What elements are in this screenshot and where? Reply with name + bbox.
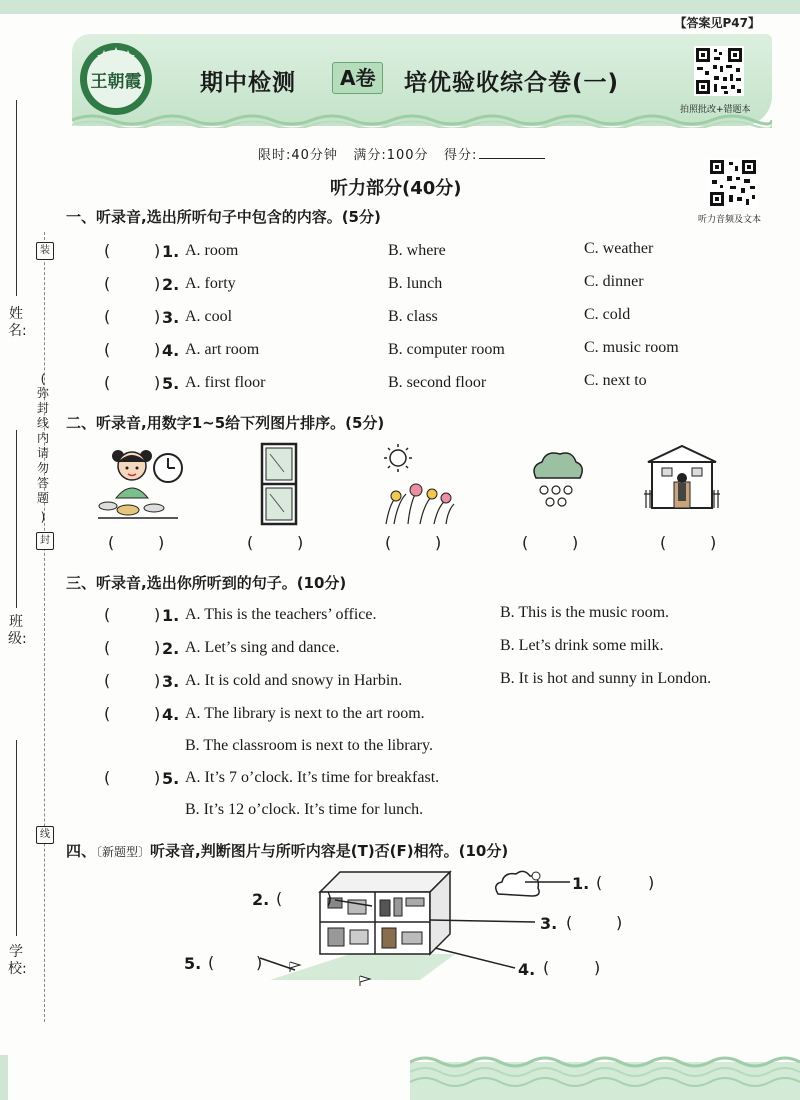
girl-eating-picture <box>98 444 186 528</box>
answer-paren-close: ) <box>158 533 165 552</box>
question-number: 2. <box>162 639 180 658</box>
answer-reference: 【答案见P47】 <box>674 16 760 30</box>
title-volume-badge: A卷 <box>332 62 383 94</box>
answer-paren-close: ) <box>154 307 161 326</box>
answer-paren-close: ) <box>154 768 161 787</box>
answer-paren-open[interactable]: ( <box>522 533 529 552</box>
section1-title: 一、听录音,选出所听句子中包含的内容。(5分) <box>66 208 381 226</box>
answer-paren-open[interactable]: ( <box>104 704 111 723</box>
question-number: 1. <box>162 242 180 261</box>
answer-paren-open[interactable]: ( <box>104 274 111 293</box>
binding-mark-top: 装 <box>36 242 54 260</box>
option-c: C. music room <box>584 339 679 356</box>
option-a: A. art room <box>185 341 260 358</box>
answer-paren-close: ) <box>297 533 304 552</box>
answer-paren-open[interactable]: ( <box>596 873 603 892</box>
logo-text: 王朝霞 <box>90 72 142 92</box>
school-blank[interactable] <box>16 740 17 936</box>
answer-paren-close: ) <box>326 889 333 908</box>
full-score: 满分:100分 <box>353 148 429 163</box>
top-stripe <box>0 0 800 14</box>
banner-wave-decoration <box>72 110 772 128</box>
option-a: A. room <box>185 242 239 259</box>
section3-title: 三、听录音,选出你所听到的句子。(10分) <box>66 574 347 592</box>
answer-paren-open[interactable]: ( <box>104 241 111 260</box>
answer-paren-open[interactable]: ( <box>660 533 667 552</box>
answer-paren-open[interactable]: ( <box>543 958 550 977</box>
option-b: B. computer room <box>388 341 505 358</box>
answer-paren-close: ) <box>154 704 161 723</box>
answer-paren-open[interactable]: ( <box>104 638 111 657</box>
answer-paren-close: ) <box>154 638 161 657</box>
option-b: B. class <box>388 308 438 325</box>
cloud-snow-picture <box>528 448 586 512</box>
answer-paren-open[interactable]: ( <box>208 953 215 972</box>
class-label: 班级: <box>8 614 27 647</box>
question-number: 1. <box>162 606 180 625</box>
option-c: C. next to <box>584 372 647 389</box>
option-b: B. The classroom is next to the library. <box>185 737 433 754</box>
title-left: 期中检测 <box>200 70 296 96</box>
question-number: 4. <box>162 341 180 360</box>
section4-title-rest: 听录音,判断图片与所听内容是(T)否(F)相符。(10分) <box>150 842 509 860</box>
brand-logo <box>77 40 155 118</box>
bottom-left-bar <box>0 1055 8 1100</box>
option-a: A. cool <box>185 308 233 325</box>
option-a: A. Let’s sing and dance. <box>185 639 340 656</box>
seal-note-open: ( <box>40 372 46 386</box>
new-question-tag: 〔新题型〕 <box>96 845 151 859</box>
class-blank[interactable] <box>16 430 17 608</box>
picture-label-4: 4. <box>518 960 536 979</box>
option-c: C. cold <box>584 306 631 323</box>
option-c: C. dinner <box>584 273 644 290</box>
option-b: B. Let’s drink some milk. <box>500 637 664 654</box>
option-a: A. The library is next to the art room. <box>185 705 425 722</box>
option-b: B. where <box>388 242 446 259</box>
section2-title: 二、听录音,用数字1~5给下列图片排序。(5分) <box>66 414 385 432</box>
score-blank[interactable] <box>479 158 545 159</box>
answer-paren-close: ) <box>648 873 655 892</box>
picture-label-3: 3. <box>540 914 558 933</box>
answer-paren-open[interactable]: ( <box>385 533 392 552</box>
seal-note-close: ) <box>40 510 46 524</box>
question-number: 3. <box>162 672 180 691</box>
score-label: 得分: <box>443 148 478 163</box>
name-label: 姓名: <box>8 306 27 339</box>
option-b: B. It is hot and sunny in London. <box>500 670 712 687</box>
question-number: 3. <box>162 308 180 327</box>
qr-code-icon[interactable] <box>694 46 744 96</box>
option-a: A. It’s 7 o’clock. It’s time for breakfast. <box>185 769 440 786</box>
answer-paren-close: ) <box>154 605 161 624</box>
question-number: 5. <box>162 374 180 393</box>
exam-meta-line <box>258 144 545 163</box>
answer-paren-open[interactable]: ( <box>566 913 573 932</box>
answer-paren-open[interactable]: ( <box>104 671 111 690</box>
binding-dashed-line <box>44 232 45 1022</box>
answer-paren-close: ) <box>154 671 161 690</box>
answer-paren-open[interactable]: ( <box>104 373 111 392</box>
bottom-wave-decoration <box>410 1048 800 1100</box>
answer-paren-close: ) <box>594 958 601 977</box>
section4-title <box>66 840 508 861</box>
answer-paren-open[interactable]: ( <box>104 768 111 787</box>
option-b: B. lunch <box>388 275 443 292</box>
picture-label-1: 1. <box>572 874 590 893</box>
seal-note: 弥封线内请勿答题 <box>36 386 49 505</box>
question-number: 4. <box>162 705 180 724</box>
answer-paren-open[interactable]: ( <box>104 605 111 624</box>
time-limit: 限时:40分钟 <box>258 148 338 163</box>
binding-mark-bottom: 线 <box>36 826 54 844</box>
answer-paren-open[interactable]: ( <box>104 307 111 326</box>
school-label: 学校: <box>8 944 27 977</box>
picture-label-2: 2. <box>252 890 270 909</box>
option-b: B. second floor <box>388 374 487 391</box>
title-right: 培优验收综合卷(一) <box>404 70 620 96</box>
window-picture <box>258 442 300 526</box>
house-picture <box>642 444 722 510</box>
audio-qr-code-icon[interactable] <box>708 158 758 208</box>
answer-paren-close: ) <box>154 373 161 392</box>
option-a: A. It is cold and snowy in Harbin. <box>185 672 403 689</box>
option-a: A. forty <box>185 275 236 292</box>
option-c: C. weather <box>584 240 654 257</box>
answer-paren-close: ) <box>616 913 623 932</box>
answer-paren-close: ) <box>154 241 161 260</box>
picture-label-5: 5. <box>184 954 202 973</box>
option-b: B. This is the music room. <box>500 604 670 621</box>
option-b: B. It’s 12 o’clock. It’s time for lunch. <box>185 801 424 818</box>
name-blank[interactable] <box>16 100 17 296</box>
option-a: A. first floor <box>185 374 266 391</box>
answer-paren-close: ) <box>710 533 717 552</box>
listening-part-title: 听力部分(40分) <box>330 178 462 199</box>
sunny-flowers-picture <box>380 442 458 526</box>
answer-paren-close: ) <box>572 533 579 552</box>
binding-mark-middle: 封 <box>36 532 54 550</box>
section4-title-prefix: 四、 <box>66 842 97 860</box>
answer-paren-close: ) <box>154 340 161 359</box>
option-a: A. This is the teachers’ office. <box>185 606 377 623</box>
answer-paren-open[interactable]: ( <box>247 533 254 552</box>
answer-paren-close: ) <box>154 274 161 293</box>
answer-paren-open[interactable]: ( <box>108 533 115 552</box>
qr1-caption: 拍照批改+错题本 <box>680 105 751 115</box>
answer-paren-close: ) <box>435 533 442 552</box>
question-number: 2. <box>162 275 180 294</box>
question-number: 5. <box>162 769 180 788</box>
answer-paren-open[interactable]: ( <box>104 340 111 359</box>
answer-paren-close: ) <box>256 953 263 972</box>
qr2-caption: 听力音频及文本 <box>698 215 762 225</box>
answer-paren-open[interactable]: ( <box>276 889 283 908</box>
